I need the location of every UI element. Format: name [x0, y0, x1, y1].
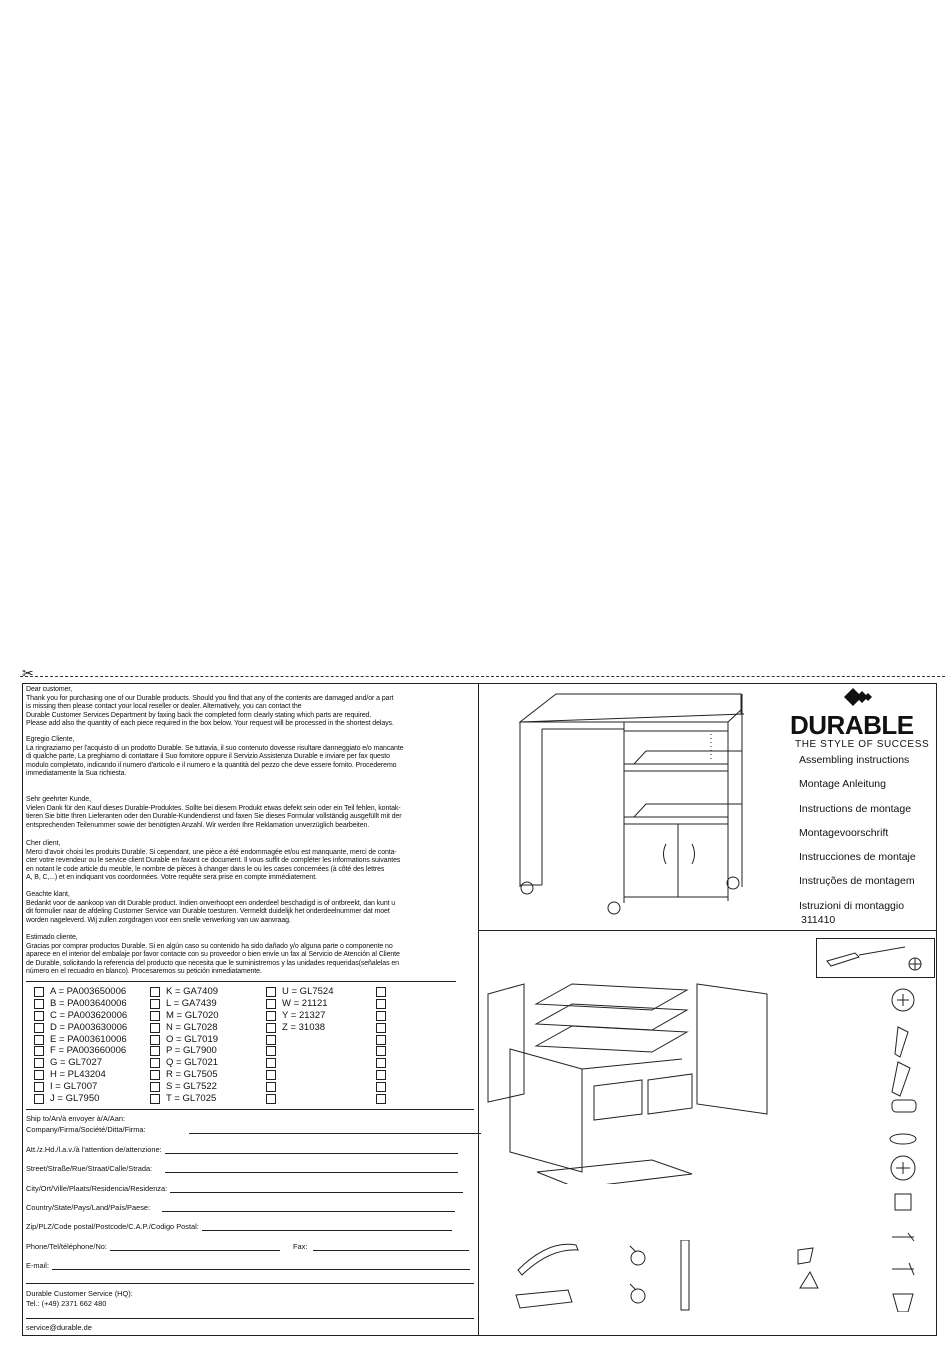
- message-block: [26, 934, 474, 977]
- quantity-checkbox[interactable]: [34, 1011, 44, 1021]
- email-field[interactable]: E-mail:: [26, 1261, 470, 1270]
- message-line: modulo completato, indicando il numero d'articolo e il numero e la quantità del pezzo che deve essere fornito. Procederemo: [26, 761, 397, 769]
- message-line: de Durable, solicitando la referencia del producto que necesita que le suministremos y las unidades requeridas(señalelas en: [26, 959, 399, 967]
- part-row: [150, 1081, 219, 1093]
- message-line: cter votre revendeur ou le service client Durable en faxant ce document. Il vous suffit de compléter les informations suivantes: [26, 857, 401, 865]
- message-line: A, B, C,...) et en indiquant vos coordonnées. Votre requête sera prise en compte immédiatement.: [26, 874, 317, 882]
- part-code: G = GL7027: [50, 1057, 103, 1069]
- instruction-title: Instrucciones de montaje: [799, 851, 916, 864]
- quantity-checkbox[interactable]: [34, 1094, 44, 1104]
- quantity-checkbox[interactable]: [376, 1023, 386, 1033]
- parts-column: [150, 986, 219, 1105]
- brand-tagline: THE STYLE OF SUCCESS: [795, 739, 930, 750]
- message-line: di qualche parte, La preghiamo di contattare il Suo fornitore oppure il Servizio Assistenza Durable e inviare per fax questo: [26, 753, 390, 761]
- quantity-checkbox[interactable]: [266, 1082, 276, 1092]
- part-row: [150, 986, 219, 998]
- instructions-panel: [478, 684, 936, 1335]
- quantity-checkbox[interactable]: [34, 1082, 44, 1092]
- part-row: [150, 1057, 219, 1069]
- message-line: Vielen Dank für den Kauf dieses Durable-Produktes. Sollte bei diesem Produkt etwas defekt sein oder ein Teil fehlen, kontak-: [26, 804, 401, 812]
- part-row: [376, 1034, 392, 1046]
- message-line: en notant le code article du meuble, le nombre de pièces à changer dans le ou les cases concernées (à côté des lettres: [26, 865, 385, 873]
- part-row: [266, 1010, 334, 1022]
- quantity-checkbox[interactable]: [150, 1070, 160, 1080]
- attention-field[interactable]: Att./z.Hd./l.a.v./à l'attention de/attenzione:: [26, 1145, 458, 1154]
- country-field[interactable]: Country/State/Pays/Land/País/Paese:: [26, 1203, 455, 1212]
- part-row: [150, 1045, 219, 1057]
- message-line: Merci d'avoir choisi les produits Durable. Si cependant, une pièce a été endommagée et/ou est manquante, merci de conta-: [26, 848, 397, 856]
- part-row: [266, 998, 334, 1010]
- quantity-checkbox[interactable]: [266, 999, 276, 1009]
- article-code: 311410: [801, 914, 836, 926]
- quantity-checkbox[interactable]: [150, 1094, 160, 1104]
- quantity-checkbox[interactable]: [34, 1035, 44, 1045]
- part-row: [376, 986, 392, 998]
- message-block: [26, 686, 474, 729]
- tools-box: [816, 938, 935, 978]
- part-row: [376, 1010, 392, 1022]
- part-row: [34, 1010, 127, 1022]
- hardware-icons: [878, 982, 933, 1312]
- instruction-title: Montage Anleitung: [799, 778, 886, 791]
- service-tel: Tel.: (+49) 2371 662 480: [26, 1299, 107, 1308]
- part-code: W = 21121: [282, 997, 328, 1009]
- message-line: tieren Sie bitte Ihren Lieferanten oder den Durable-Kundendienst und faxen Sie dieses Formular vollständig ausgefüllt mit der: [26, 813, 402, 821]
- part-row: [266, 1022, 334, 1034]
- quantity-checkbox[interactable]: [266, 1023, 276, 1033]
- part-row: [150, 1022, 219, 1034]
- part-code: E = PA003610006: [50, 1033, 127, 1045]
- instruction-title: Istruzioni di montaggio: [799, 899, 905, 912]
- quantity-checkbox[interactable]: [34, 999, 44, 1009]
- cabinet-illustration: [506, 689, 746, 921]
- quantity-checkbox[interactable]: [376, 1011, 386, 1021]
- quantity-checkbox[interactable]: [266, 1070, 276, 1080]
- divider: [26, 1318, 474, 1319]
- message-line: número en el recuadro en blanco). Procesaremos su petición inmediatamente.: [26, 968, 262, 976]
- quantity-checkbox[interactable]: [376, 1070, 386, 1080]
- part-row: [376, 1057, 392, 1069]
- message-greeting: Estimado cliente,: [26, 934, 78, 941]
- city-field[interactable]: City/Ort/Ville/Plaats/Residencia/Residenza:: [26, 1184, 463, 1193]
- part-row: [34, 1093, 127, 1105]
- quantity-checkbox[interactable]: [266, 987, 276, 997]
- quantity-checkbox[interactable]: [376, 987, 386, 997]
- message-line: worden nageleverd. Wij zullen zorgdragen voor een snelle verwerking van uw aanvraag.: [26, 916, 291, 924]
- cut-line: [20, 676, 945, 677]
- company-field[interactable]: Company/Firma/Société/Ditta/Firma:: [26, 1125, 481, 1134]
- message-line: is missing then please contact your local reseller or dealer. Alternatively, you can contact the: [26, 703, 302, 711]
- message-line: La ringraziamo per l'acquisto di un prodotto Durable. Se tuttavia, il suo contenuto dovesse risultare danneggiato e/o mancante: [26, 744, 404, 752]
- message-greeting: Cher client,: [26, 840, 61, 847]
- part-row: [266, 1045, 334, 1057]
- quantity-checkbox[interactable]: [34, 987, 44, 997]
- part-row: [376, 1081, 392, 1093]
- part-code: I = GL7007: [50, 1081, 98, 1093]
- part-row: [34, 1045, 127, 1057]
- quantity-checkbox[interactable]: [34, 1058, 44, 1068]
- quantity-checkbox[interactable]: [266, 1011, 276, 1021]
- part-row: [34, 1081, 127, 1093]
- part-code: S = GL7522: [166, 1081, 217, 1093]
- quantity-checkbox[interactable]: [376, 1058, 386, 1068]
- message-greeting: Dear customer,: [26, 686, 73, 693]
- quantity-checkbox[interactable]: [34, 1023, 44, 1033]
- message-block: [26, 891, 474, 925]
- quantity-checkbox[interactable]: [376, 1046, 386, 1056]
- quantity-checkbox[interactable]: [150, 1035, 160, 1045]
- quantity-checkbox[interactable]: [266, 1058, 276, 1068]
- part-row: [34, 1034, 127, 1046]
- parts-column: [34, 986, 127, 1105]
- quantity-checkbox[interactable]: [376, 1094, 386, 1104]
- divider: [26, 981, 456, 982]
- fax-field[interactable]: Fax:: [293, 1242, 469, 1251]
- quantity-checkbox[interactable]: [150, 999, 160, 1009]
- part-row: [266, 1093, 334, 1105]
- part-row: [376, 1069, 392, 1081]
- service-title: Durable Customer Service (HQ):: [26, 1289, 133, 1298]
- part-row: [376, 998, 392, 1010]
- parts-column: [376, 986, 392, 1105]
- message-line: dit formulier naar de afdeling Customer Service van Durable toesturen. Vermeldt duidelijk het onderdeelnummer dat moet: [26, 908, 390, 916]
- form-panel: [23, 684, 479, 1335]
- part-row: [150, 1069, 219, 1081]
- part-code: Z = 31038: [282, 1021, 326, 1033]
- zip-field[interactable]: Zip/PLZ/Code postal/Postcode/C.A.P./Codigo Postal:: [26, 1222, 452, 1231]
- quantity-checkbox[interactable]: [150, 1046, 160, 1056]
- divider: [26, 1109, 474, 1110]
- part-code: H = PL43204: [50, 1069, 106, 1081]
- instruction-title: Assembling instructions: [799, 754, 910, 766]
- part-code: R = GL7505: [166, 1069, 218, 1081]
- part-code: D = PA003630006: [50, 1021, 128, 1033]
- part-code: T = GL7025: [166, 1093, 217, 1105]
- part-code: F = PA003660006: [50, 1045, 127, 1057]
- quantity-checkbox[interactable]: [266, 1035, 276, 1045]
- message-block: [26, 736, 474, 779]
- part-code: B = PA003640006: [50, 997, 127, 1009]
- part-row: [376, 1093, 392, 1105]
- part-row: [376, 1022, 392, 1034]
- message-greeting: Sehr geehrter Kunde,: [26, 796, 91, 803]
- quantity-checkbox[interactable]: [266, 1094, 276, 1104]
- street-field[interactable]: Street/Straße/Rue/Straat/Calle/Strada:: [26, 1164, 458, 1173]
- part-code: K = GA7409: [166, 986, 219, 997]
- quantity-checkbox[interactable]: [34, 1046, 44, 1056]
- quantity-checkbox[interactable]: [266, 1046, 276, 1056]
- part-row: [34, 1057, 127, 1069]
- part-code: M = GL7020: [166, 1009, 219, 1021]
- message-line: Please add also the quantity of each piece required in the box below. Your request will be processed in the shortest delays.: [26, 720, 394, 728]
- instruction-title: Instruções de montagem: [799, 875, 915, 888]
- message-line: entsprechenden Teilenummer sowie der benötigten Anzahl. Wir werden Ihre Reklamation unverzüglich bearbeiten.: [26, 821, 370, 829]
- message-line: immediatamente la Sua richiesta.: [26, 770, 127, 778]
- part-code: Q = GL7021: [166, 1057, 219, 1069]
- parts-column: [266, 986, 334, 1105]
- message-block: [26, 840, 474, 883]
- quantity-checkbox[interactable]: [34, 1070, 44, 1080]
- quantity-checkbox[interactable]: [150, 1082, 160, 1092]
- part-code: P = GL7900: [166, 1045, 217, 1057]
- part-code: O = GL7019: [166, 1033, 219, 1045]
- message-line: Bedankt voor de aankoop van dit Durable product. Indien onverhoopt een onderdeel beschadigd is of ontbreekt, dan kunt u: [26, 899, 396, 907]
- part-row: [34, 986, 127, 998]
- accessory-icons: [508, 1240, 828, 1330]
- part-row: [266, 1057, 334, 1069]
- part-row: [266, 1069, 334, 1081]
- quantity-checkbox[interactable]: [150, 1011, 160, 1021]
- ship-to-label: Ship to/An/à envoyer à/A/Aan:: [26, 1114, 126, 1123]
- phone-field[interactable]: Phone/Tel/téléphone/No:: [26, 1242, 280, 1251]
- quantity-checkbox[interactable]: [376, 999, 386, 1009]
- message-line: Durable Customer Services Department by faxing back the completed form clearly stating which parts are required.: [26, 711, 372, 719]
- exploded-view-illustration: [482, 974, 782, 1184]
- instruction-titles: [799, 748, 916, 918]
- divider: [478, 930, 936, 931]
- message-line: aparece en el interior del embalaje por favor contacte con su proveedor o bien envíe un fax al Servicio de Atención al Cliente: [26, 951, 400, 959]
- part-code: N = GL7028: [166, 1021, 218, 1033]
- quantity-checkbox[interactable]: [376, 1082, 386, 1092]
- part-code: C = PA003620006: [50, 1009, 128, 1021]
- brand-name: DURABLE: [790, 710, 914, 740]
- message-line: Thank you for purchasing one of our Durable products. Should you find that any of the contents are damaged and/or a part: [26, 694, 394, 702]
- message-block: [26, 796, 474, 830]
- durable-logo-icon: [842, 686, 882, 708]
- part-code: A = PA003650006: [50, 986, 127, 997]
- part-row: [266, 986, 334, 998]
- part-code: L = GA7439: [166, 997, 217, 1009]
- quantity-checkbox[interactable]: [376, 1035, 386, 1045]
- part-row: [376, 1045, 392, 1057]
- order-form: [22, 683, 937, 1336]
- message-greeting: Egregio Cliente,: [26, 736, 75, 743]
- quantity-checkbox[interactable]: [150, 1023, 160, 1033]
- part-row: [150, 1010, 219, 1022]
- part-row: [150, 998, 219, 1010]
- screwdriver-icon: [817, 939, 934, 977]
- part-row: [34, 1022, 127, 1034]
- part-row: [266, 1034, 334, 1046]
- message-greeting: Geachte klant,: [26, 891, 70, 898]
- part-row: [150, 1034, 219, 1046]
- part-row: [150, 1093, 219, 1105]
- instruction-title: Montagevoorschrift: [799, 826, 889, 839]
- instruction-title: Instructions de montage: [799, 802, 912, 815]
- part-row: [34, 1069, 127, 1081]
- part-code: U = GL7524: [282, 986, 334, 997]
- scissors-icon: ✂: [22, 666, 34, 682]
- service-email[interactable]: service@durable.de: [26, 1323, 92, 1332]
- part-row: [34, 998, 127, 1010]
- part-row: [266, 1081, 334, 1093]
- quantity-checkbox[interactable]: [150, 1058, 160, 1068]
- divider: [26, 1283, 474, 1284]
- part-code: J = GL7950: [50, 1093, 100, 1105]
- quantity-checkbox[interactable]: [150, 987, 160, 997]
- message-line: Gracias por comprar productos Durable. Si en algún caso su contenido ha sido dañado y/o alguna parte o componente no: [26, 942, 393, 950]
- part-code: Y = 21327: [282, 1009, 326, 1021]
